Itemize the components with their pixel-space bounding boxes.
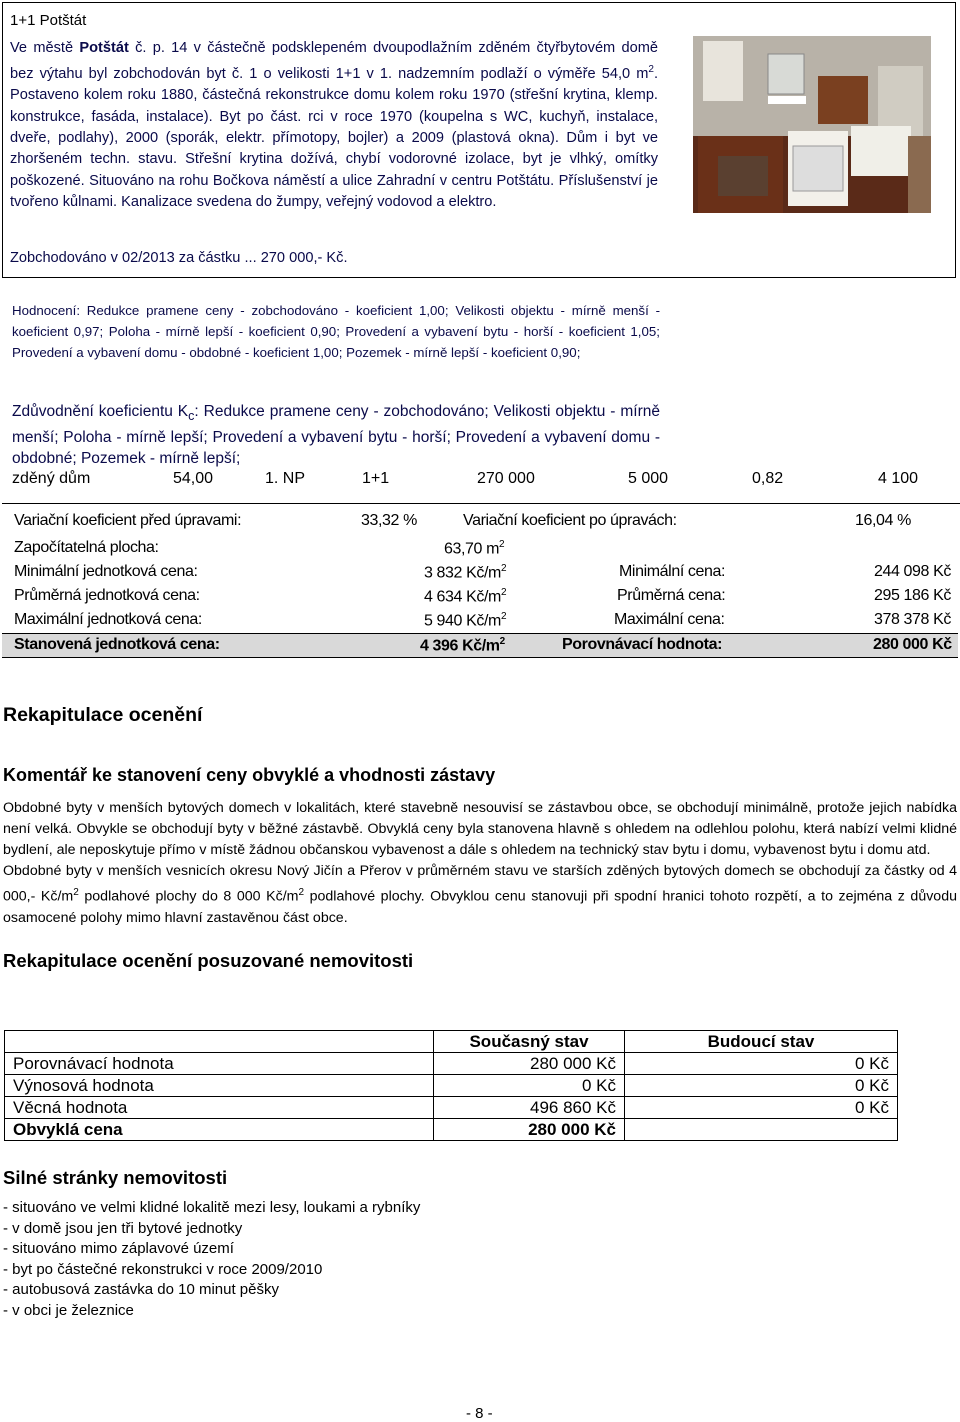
set-unit-label: Stanovená jednotková cena: <box>14 636 220 653</box>
comparable-row <box>12 470 930 494</box>
comment-paragraph-2: Obdobné byty v menších vesnicích okresu Nový Jičín a Přerov v průměrném stavu ve starších zděných bytových domech se obchodují za částky od 4 000,- $Kč/m^2$ podlahové plochy do 8 000 $Kč/m^2$ podlahové plochy. Obvyklou cenu stanovuji při spodní hranici tohoto rozpětí, a to zejména z důvodu osamocené polohy mimo hlavní zastavěnou část obce. <box>3 863 957 926</box>
avg-unit-value: 4 634 $Kč/m^2$ <box>424 587 507 606</box>
comment-paragraph-1: Obdobné byty v menších bytových domech v lokalitách, které stavebně nesouvisí se zástavbou obce, se obchodují minimálně, protože jejich nabídka není velká. Obvykle se obchodují byty v běžné zástavbě. Obvyklá ceny byla stanovena hlavně s ohledem na odlehlou polohu, která nabízí velmi klidné bydlení, ale neposkytuje přímo v místě žádnou občanskou vybavenost a dále s ohledem na technický stav bytu i domu, vybavenost bytu i domu atd. <box>3 800 957 858</box>
col-current-header: Současný stav <box>434 1031 625 1053</box>
comment-text <box>3 798 957 929</box>
summary-table <box>4 1030 898 1141</box>
min-unit-label: Minimální jednotková cena: <box>14 563 198 580</box>
row-size: 1+1 <box>362 470 390 487</box>
evaluation-text: Hodnocení: Redukce pramene ceny - zobchodováno - koeficient 1,00; Velikosti objektu - mírně menší - koeficient 0,97; Poloha - mírně lepší - koeficient 0,90; Provedení a vybavení bytu - horší - koeficient 1,05; Provedení a vybavení domu - obdobné - koeficient 1,00; Pozemek - mírně lepší - koeficient 0,90; <box>12 303 660 360</box>
area-label: Započítatelná plocha: <box>14 539 159 556</box>
page-number: - 8 - <box>466 1405 493 1422</box>
row-coef: 0,82 <box>752 470 784 487</box>
table-row: Výnosová hodnota 0 Kč 0 Kč <box>5 1075 898 1097</box>
table-row: Porovnávací hodnota 280 000 Kč 0 Kč <box>5 1053 898 1075</box>
max-unit-value: 5 940 $Kč/m^2$ <box>424 611 507 630</box>
var-before-label: Variační koeficient před úpravami: <box>14 512 242 529</box>
list-item: - situováno ve velmi klidné lokalitě mezi lesy, loukami a rybníky <box>3 1199 421 1216</box>
listing-title: 1+1 Potštát <box>10 12 87 29</box>
divider <box>2 503 960 504</box>
list-item: - byt po částečné rekonstrukci v roce 2009/2010 <box>3 1260 323 1278</box>
row-price: 270 000 <box>477 470 535 487</box>
max-label: Maximální cena: <box>614 611 725 628</box>
table-header-row <box>5 1031 898 1053</box>
row-floor: 1. NP <box>265 470 306 487</box>
list-item: - autobusová zastávka do 10 minut pěšky <box>3 1281 279 1299</box>
row-area: 54,00 <box>173 470 214 487</box>
row-unit-price: 5 000 <box>628 470 669 487</box>
summary-heading: Rekapitulace ocenění posuzované nemovitosti <box>3 950 414 971</box>
min-label: Minimální cena: <box>619 563 726 580</box>
strengths-list <box>3 1198 420 1322</box>
compare-label: Porovnávací hodnota: <box>562 636 723 653</box>
table-row-final: Obvyklá cena 280 000 Kč <box>5 1119 898 1141</box>
max-unit-label: Maximální jednotková cena: <box>14 611 202 628</box>
apartment-photo <box>693 36 931 213</box>
min-unit-value: 3 832 $Kč/m^2$ <box>424 563 507 582</box>
avg-label: Průměrná cena: <box>617 587 726 604</box>
row-type: zděný dům <box>12 470 91 487</box>
avg-unit-label: Průměrná jednotková cena: <box>14 587 200 604</box>
row-adjusted: 4 100 <box>878 470 919 487</box>
listing-sold: Zobchodováno v 02/2013 za částku ... 270 000,- Kč. <box>10 250 348 266</box>
list-item: - v domě jsou jen tři bytové jednotky <box>3 1219 243 1237</box>
coefficient-justification: Zdůvodnění koeficientu $K_c$: Redukce pramene ceny - zobchodováno; Velikosti objektu - mírně menší; Poloha - mírně lepší; Provedení a vybavení bytu - horší; Provedení a vybavení domu - obdobné; Pozemek - mírně lepší; <box>12 403 660 468</box>
table-row: Věcná hodnota 496 860 Kč 0 Kč <box>5 1097 898 1119</box>
area-value: 63,70 $m^2$ <box>444 539 505 558</box>
set-unit-value: 4 396 $Kč/m^2$ <box>420 636 505 655</box>
var-after-label: Variační koeficient po úpravách: <box>463 512 677 529</box>
list-item: - situováno mimo záplavové území <box>3 1240 234 1258</box>
var-before-value: 33,32 % <box>361 512 417 529</box>
list-item: - v obci je železnice <box>3 1301 134 1319</box>
max-value: 378 378 Kč <box>874 611 951 628</box>
col-future-header: Budoucí stav <box>625 1031 898 1053</box>
strengths-heading: Silné stránky nemovitosti <box>3 1167 228 1188</box>
comment-heading: Komentář ke stanovení ceny obvyklé a vhodnosti zástavy <box>3 765 496 785</box>
min-value: 244 098 Kč <box>874 563 951 580</box>
recap-heading: Rekapitulace ocenění <box>3 704 203 726</box>
var-after-value: 16,04 % <box>855 512 911 529</box>
listing-description: Ve městě Potštát č. p. 14 v částečně podsklepeném dvoupodlažním zděném čtyřbytovém domě bez výtahu byl zobchodován byt č. 1 o velikosti 1+1 v 1. nadzemním podlaží o výměře 54,0 $m^2$. Postaveno kolem roku 1880, částečná rekonstrukce domu kolem roku 1970 (střešní krytina, klemp. konstrukce, fasáda, instalace). Byt po část. rci v roce 1970 (koupelna s WC, kuchyň, instalace, dveře, podlahy), 2000 (sporák, elektr. přímotopy, bojler) a 2009 (plastová okna). Dům i byt ve zhoršeném techn. stavu. Střešní krytina dožívá, chybí vodorovné izolace, byt je vlhký, omítky poškozené. Situováno na rohu Bočkova náměstí a ulice Zahradní v centru Potštátu. Příslušenství je tvořeno kůlnami. Kanalizace svedena do žumpy, veřejný vodovod a elektro. <box>10 40 658 210</box>
compare-value: 280 000 Kč <box>873 636 952 653</box>
avg-value: 295 186 Kč <box>874 587 951 604</box>
